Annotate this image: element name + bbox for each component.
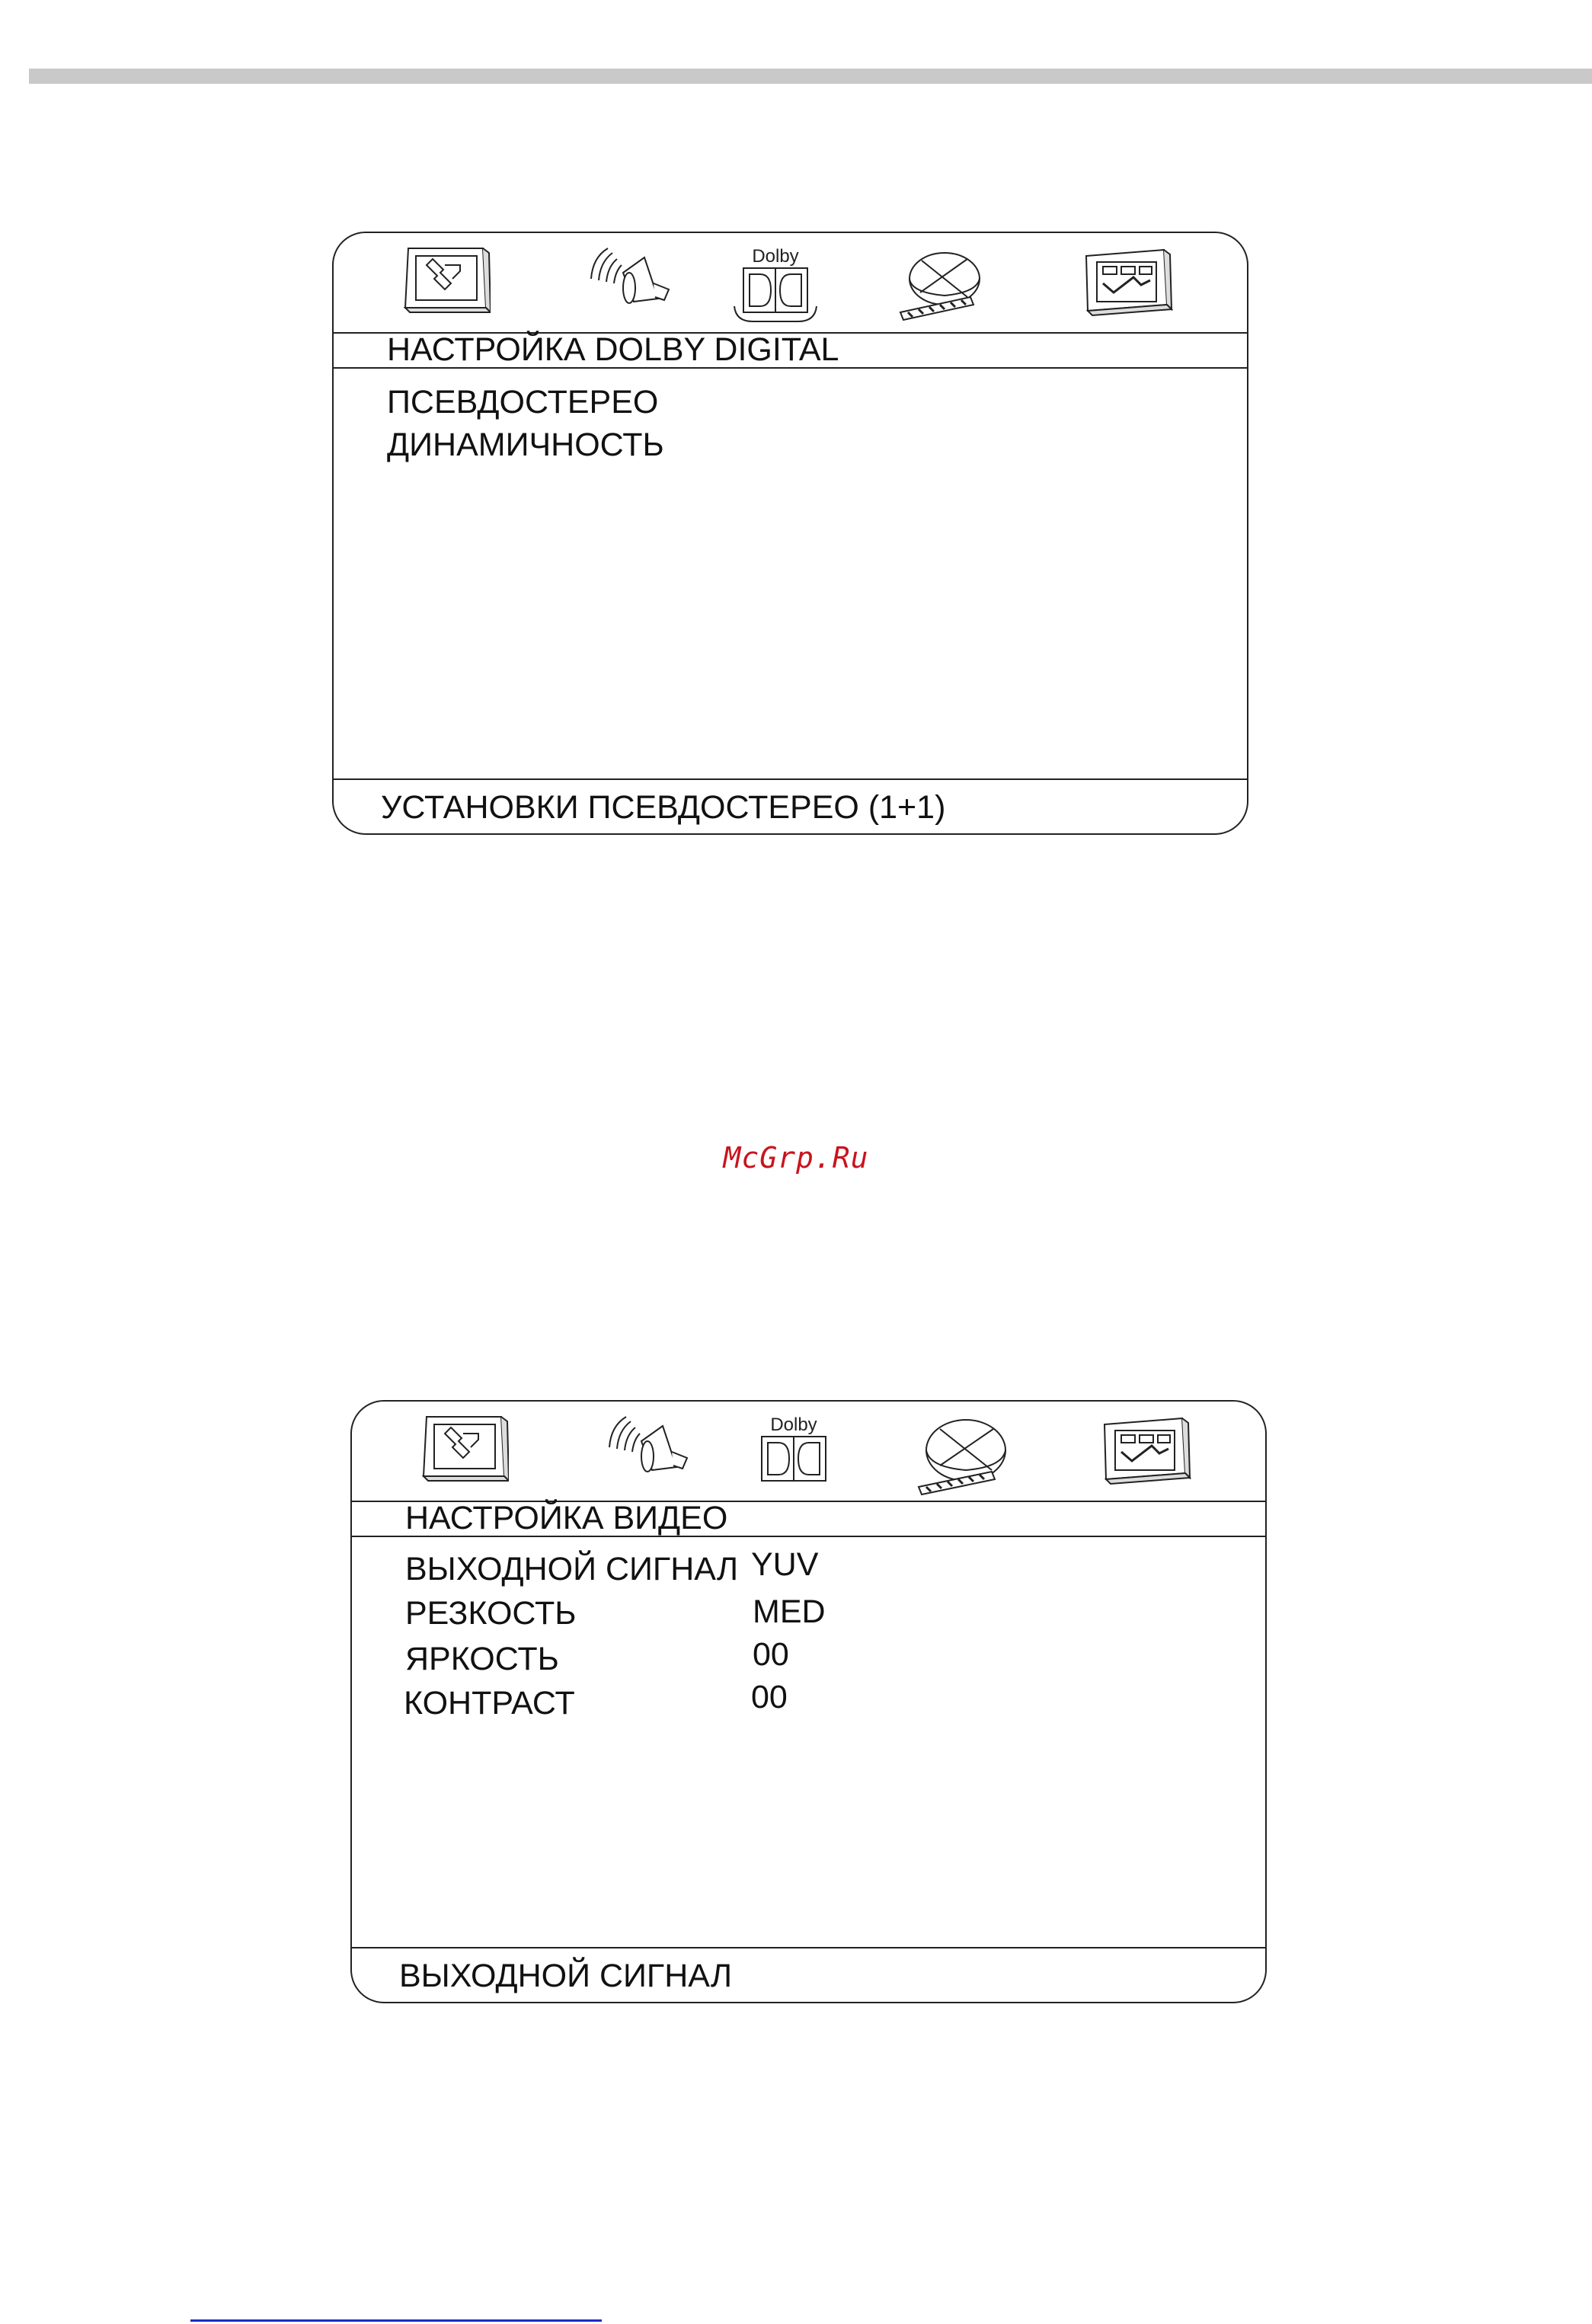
header-divider-bottom [352,1536,1265,1537]
menu-title: НАСТРОЙКА ВИДЕО [405,1500,728,1536]
menu-item-sharpness[interactable]: РЕЗКОСТЬ [405,1595,577,1632]
dolby-setup-menu [332,232,1248,835]
preferences-icon[interactable] [1080,242,1173,318]
menu-value-sharpness[interactable]: MED [753,1594,826,1630]
menu-icon-bar [352,1402,1265,1501]
menu-item-dynamic[interactable]: ДИНАМИЧНОСТЬ [387,427,664,463]
menu-value-output-signal[interactable]: YUV [751,1546,819,1583]
menu-footer-hint: ВЫХОДНОЙ СИГНАЛ [399,1958,733,1994]
footer-divider [334,778,1247,780]
video-setup-menu [350,1400,1267,2003]
menu-value-brightness[interactable]: 00 [753,1636,789,1673]
menu-icon-bar [334,233,1247,332]
menu-item-pseudostereo[interactable]: ПСЕВДОСТЕРЕО [387,384,659,420]
audio-speaker-icon[interactable] [603,1411,695,1483]
menu-item-output-signal[interactable]: ВЫХОДНОЙ СИГНАЛ [405,1551,739,1587]
bottom-link-underline [190,2319,602,2322]
header-divider-bottom [334,367,1247,369]
watermark-text: McGrp.Ru [723,1141,869,1175]
dolby-label: Dolby [770,1415,817,1435]
menu-item-contrast[interactable]: КОНТРАСТ [404,1685,575,1721]
dolby-digital-icon[interactable] [730,242,821,326]
menu-item-brightness[interactable]: ЯРКОСТЬ [405,1641,559,1677]
video-film-icon[interactable] [916,1411,1015,1498]
footer-divider [352,1947,1265,1948]
preferences-icon[interactable] [1098,1411,1191,1487]
menu-title: НАСТРОЙКА DOLBY DIGITAL [387,331,839,368]
system-setup-icon[interactable] [419,1411,509,1483]
dolby-label: Dolby [752,246,799,267]
audio-speaker-icon[interactable] [585,242,676,315]
top-rule [29,69,1592,84]
video-film-icon[interactable] [897,242,989,322]
system-setup-icon[interactable] [401,242,491,315]
menu-value-contrast[interactable]: 00 [751,1679,788,1715]
dolby-digital-icon[interactable] [748,1411,839,1494]
menu-footer-hint: УСТАНОВКИ ПСЕВДОСТЕРЕО (1+1) [381,789,946,826]
